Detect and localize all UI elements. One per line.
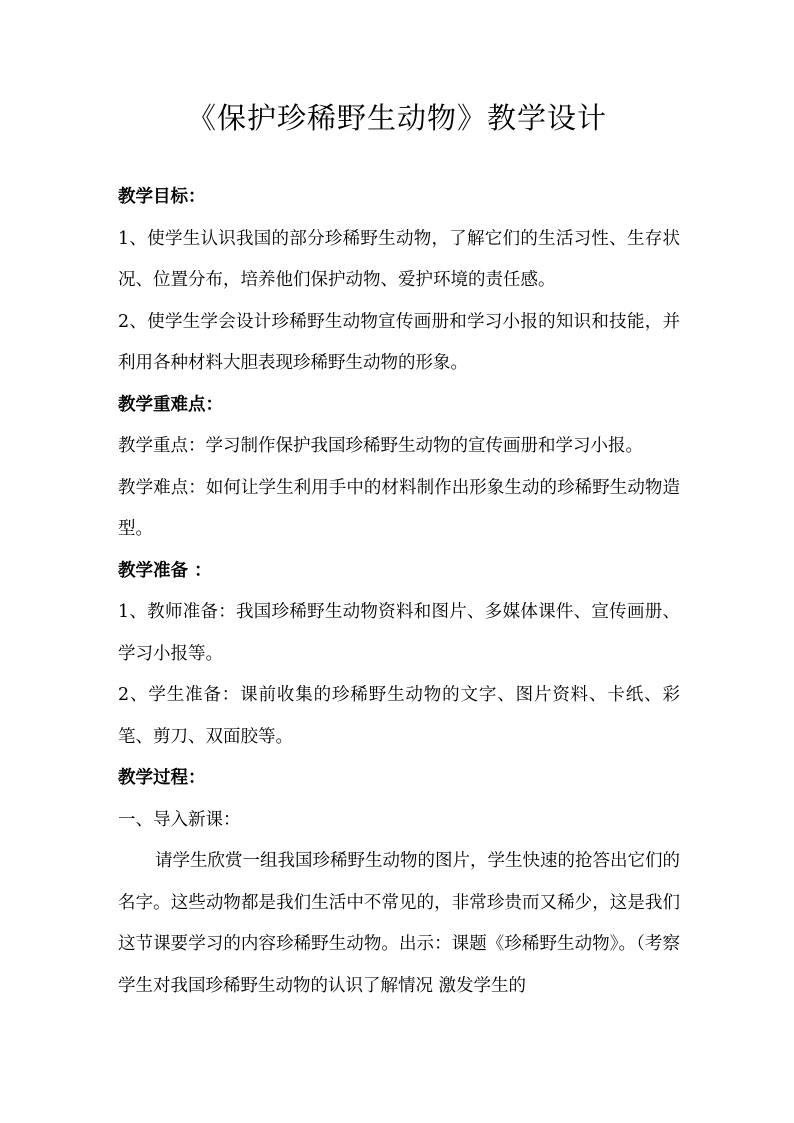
process-step-1-heading: 一、导入新课： (118, 809, 241, 830)
objective-item-1: 1、使学生认识我国的部分珍稀野生动物，了解它们的生活习性、生存状况、位置分布，培养他们保护动物、爱护环境的责任感。 (118, 228, 680, 290)
section-heading-key-points: 教学重难点： (118, 394, 223, 415)
section-heading-process: 教学过程： (118, 768, 206, 788)
difficult-point: 教学难点：如何让学生利用手中的材料制作出形象生动的珍稀野生动物造型。 (118, 477, 680, 539)
document-body (118, 177, 680, 1007)
section-heading-objectives: 教学目标： (118, 187, 206, 207)
teacher-preparation: 1、教师准备：我国珍稀野生动物资料和图片、多媒体课件、宣传画册、学习小报等。 (118, 602, 680, 664)
document-title: 《保护珍稀野生动物》教学设计 (186, 101, 607, 135)
key-point: 教学重点：学习制作保护我国珍稀野生动物的宣传画册和学习小报。 (118, 436, 643, 456)
section-heading-preparation: 教学准备 ： (118, 560, 212, 581)
objective-item-2: 2、使学生学会设计珍稀野生动物宣传画册和学习小报的知识和技能，并利用各种材料大胆表现珍稀野生动物的形象。 (118, 311, 680, 373)
process-step-1-body: 请学生欣赏一组我国珍稀野生动物的图片，学生快速的抢答出它们的名字。这些动物都是我们生活中不常见的，非常珍贵而又稀少，这是我们这节课要学习的内容珍稀野生动物。出示：课题《珍稀野生动物》。（考察学生对我国珍稀野生动物的认识了解情况 激发学生的 (118, 851, 680, 996)
student-preparation: 2、学生准备：课前收集的珍稀野生动物的文字、图片资料、卡纸、彩笔、剪刀、双面胶等。 (118, 685, 680, 747)
